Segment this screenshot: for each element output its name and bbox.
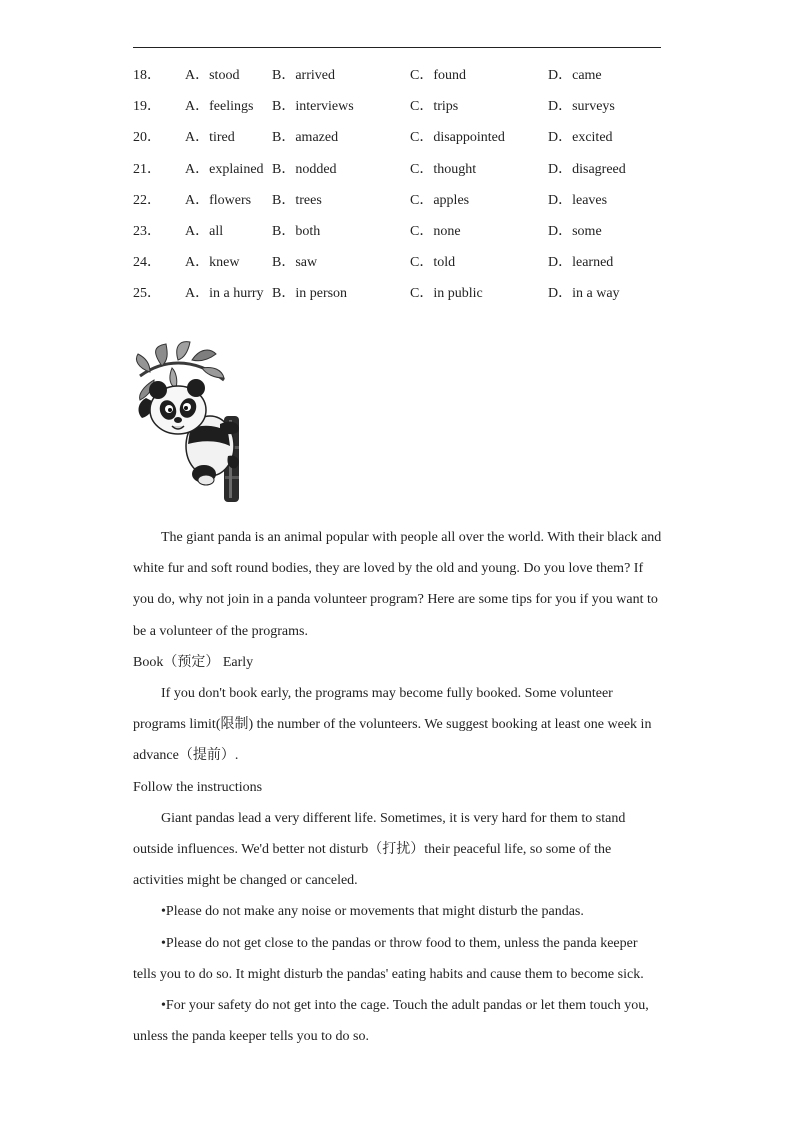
question-number: 20．	[133, 130, 161, 146]
option-b: B．amazed	[272, 130, 339, 146]
question-number: 21．	[133, 161, 161, 177]
reading-passage	[133, 522, 663, 1052]
question-row-20	[133, 128, 673, 159]
question-row-18	[133, 66, 673, 97]
option-a: A．all	[185, 223, 224, 239]
option-d: D．surveys	[548, 99, 615, 115]
bullet-no-noise: •Please do not make any noise or movements that might disturb the pandas.	[161, 904, 584, 920]
option-b: B．saw	[272, 255, 318, 271]
option-c: C．none	[410, 223, 461, 239]
option-d: D．some	[548, 223, 602, 239]
option-d: D．disagreed	[548, 161, 626, 177]
option-b: B．interviews	[272, 99, 354, 115]
option-a: A．explained	[185, 161, 264, 177]
question-row-19	[133, 97, 673, 128]
intro-paragraph: The giant panda is an animal popular with people all over the world. With their black and white fur and soft round bodies, they are loved by the old and young. Do you love them? If you do, why not join in a panda volunteer program? Here are some tips for you if you want to be a volunteer of the programs.	[133, 530, 662, 639]
option-c: C．apples	[410, 192, 470, 208]
option-c: C．in public	[410, 286, 483, 302]
question-row-23	[133, 222, 673, 253]
option-a: A．in a hurry	[185, 286, 264, 302]
option-c: C．found	[410, 68, 466, 83]
question-number: 23．	[133, 223, 161, 239]
option-a: A．feelings	[185, 99, 254, 115]
instructions-paragraph: Giant pandas lead a very different life. Sometimes, it is very hard for them to stand outside influences. We'd better not disturb（打扰）their peaceful life, so some of the activities might be changed or canceled.	[133, 810, 626, 889]
question-row-24	[133, 253, 673, 284]
question-row-22	[133, 191, 673, 222]
option-d: D．learned	[548, 255, 614, 271]
section-heading-book-early: Book（预定） Early	[133, 654, 254, 670]
bullet-no-feeding-line1: •Please do not get close to the pandas or throw food to them, unless the panda keeper	[161, 935, 638, 951]
book-early-paragraph: If you don't book early, the programs may become fully booked. Some volunteer programs limit(限制) the number of the volunteers. We suggest booking at least one week in advance（提前）.	[133, 686, 652, 764]
bullet-safety-line1: •For your safety do not get into the cage. Touch the adult pandas or let them touch you,	[161, 998, 649, 1014]
option-b: B．arrived	[272, 68, 335, 83]
bullet-safety-line2: unless the panda keeper tells you to do so.	[133, 1029, 370, 1045]
option-d: D．in a way	[548, 286, 620, 302]
section-heading-instructions: Follow the instructions	[133, 779, 263, 795]
header-rule	[133, 47, 661, 48]
option-c: C．disappointed	[410, 130, 505, 146]
option-a: A．knew	[185, 255, 240, 271]
option-c: C．thought	[410, 161, 477, 177]
question-number: 18．	[133, 68, 161, 83]
question-number: 22．	[133, 192, 161, 208]
option-b: B．nodded	[272, 161, 337, 177]
option-a: A．tired	[185, 130, 235, 146]
option-d: D．excited	[548, 130, 613, 146]
option-c: C．told	[410, 255, 456, 271]
panda-illustration	[132, 338, 250, 504]
question-number: 19．	[133, 99, 161, 115]
option-b: B．trees	[272, 192, 322, 208]
question-number: 24．	[133, 255, 161, 271]
option-c: C．trips	[410, 99, 459, 115]
option-d: D．came	[548, 68, 602, 83]
option-b: B．both	[272, 223, 321, 239]
question-row-25	[133, 284, 673, 315]
question-number: 25．	[133, 286, 161, 302]
option-b: B．in person	[272, 286, 348, 302]
answer-options	[133, 66, 673, 316]
option-a: A．flowers	[185, 192, 252, 208]
bullet-no-feeding-line2: tells you to do so. It might disturb the pandas' eating habits and cause them to become sick.	[133, 966, 644, 982]
option-a: A．stood	[185, 68, 240, 83]
question-row-21	[133, 160, 673, 191]
option-d: D．leaves	[548, 192, 608, 208]
